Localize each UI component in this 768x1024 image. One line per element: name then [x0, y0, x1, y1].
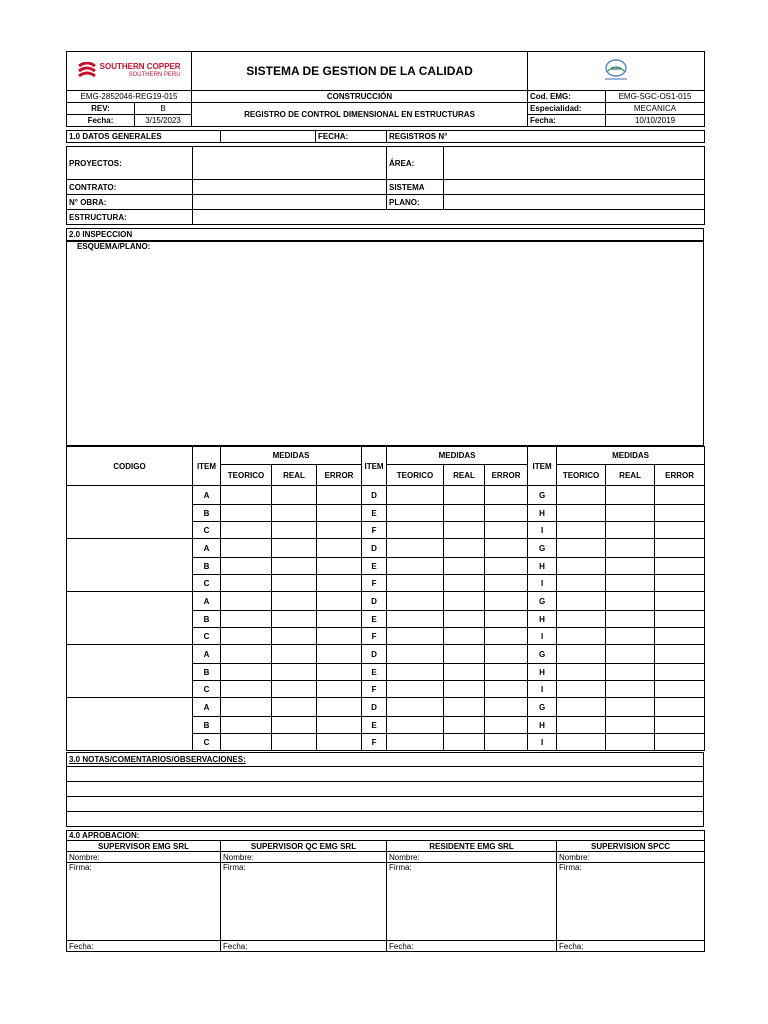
teorico-cell[interactable]	[221, 681, 272, 698]
real-cell[interactable]	[444, 558, 485, 575]
firma-field[interactable]: Firma:	[387, 863, 557, 941]
teorico-cell[interactable]	[221, 717, 272, 734]
item-cell: E	[362, 505, 387, 522]
real-cell[interactable]	[606, 505, 655, 522]
real-cell[interactable]	[606, 575, 655, 592]
error-cell[interactable]	[485, 645, 528, 664]
teorico-cell[interactable]	[221, 698, 272, 717]
doc-code: EMG-2852046-REG19-015	[67, 91, 192, 103]
real-cell[interactable]	[272, 611, 317, 628]
emg-logo	[528, 52, 705, 91]
fecha-sign-field[interactable]: Fecha:	[67, 941, 221, 952]
contrato-field[interactable]	[193, 180, 387, 195]
teorico-cell[interactable]	[221, 664, 272, 681]
item-cell: H	[528, 558, 557, 575]
item-cell: D	[362, 592, 387, 611]
teorico-cell[interactable]	[557, 734, 606, 751]
teorico-cell[interactable]	[387, 698, 444, 717]
real-cell[interactable]	[444, 664, 485, 681]
real-cell[interactable]	[606, 592, 655, 611]
teorico-cell[interactable]	[221, 522, 272, 539]
approval-section-title: 4.0 APROBACION:	[67, 831, 705, 841]
item-cell: C	[193, 628, 221, 645]
teorico-cell[interactable]	[557, 505, 606, 522]
error-cell[interactable]	[317, 698, 362, 717]
codigo-cell[interactable]	[67, 592, 193, 645]
real-cell[interactable]	[606, 558, 655, 575]
error-cell[interactable]	[485, 681, 528, 698]
error-cell[interactable]	[655, 486, 705, 505]
real-cell[interactable]	[272, 539, 317, 558]
error-cell[interactable]	[485, 717, 528, 734]
error-cell[interactable]	[485, 575, 528, 592]
item-cell: E	[362, 611, 387, 628]
real-cell[interactable]	[272, 486, 317, 505]
error-cell[interactable]	[317, 645, 362, 664]
real-cell[interactable]	[272, 681, 317, 698]
item-cell: G	[528, 486, 557, 505]
real-cell[interactable]	[272, 717, 317, 734]
real-cell[interactable]	[444, 505, 485, 522]
medidas-header-1: MEDIDAS	[221, 447, 362, 465]
error-cell[interactable]	[485, 522, 528, 539]
real-cell[interactable]	[444, 611, 485, 628]
form-header	[66, 51, 705, 127]
item-cell: B	[193, 664, 221, 681]
error-cell[interactable]	[485, 539, 528, 558]
teorico-cell[interactable]	[557, 611, 606, 628]
medidas-header-3: MEDIDAS	[557, 447, 705, 465]
item-cell: B	[193, 558, 221, 575]
item-cell: I	[528, 681, 557, 698]
item-cell: I	[528, 522, 557, 539]
item-cell: I	[528, 734, 557, 751]
real-cell[interactable]	[272, 664, 317, 681]
real-cell[interactable]	[444, 734, 485, 751]
item-cell: I	[528, 575, 557, 592]
real-cell[interactable]	[444, 645, 485, 664]
table-row	[67, 698, 705, 717]
item-cell: D	[362, 486, 387, 505]
teorico-cell[interactable]	[387, 681, 444, 698]
real-cell[interactable]	[606, 611, 655, 628]
firma-field[interactable]: Firma:	[67, 863, 221, 941]
item-cell: C	[193, 681, 221, 698]
error-cell[interactable]	[485, 628, 528, 645]
teorico-cell[interactable]	[387, 505, 444, 522]
teorico-cell[interactable]	[387, 558, 444, 575]
codigo-cell[interactable]	[67, 645, 193, 698]
real-cell[interactable]	[606, 539, 655, 558]
teorico-cell[interactable]	[221, 592, 272, 611]
real-cell[interactable]	[606, 628, 655, 645]
emg-logo-icon	[601, 58, 631, 82]
table-row	[67, 645, 705, 664]
fecha-sign-field[interactable]: Fecha:	[221, 941, 387, 952]
error-cell[interactable]	[655, 539, 705, 558]
error-cell[interactable]	[317, 558, 362, 575]
error-cell[interactable]	[485, 505, 528, 522]
error-cell[interactable]	[655, 645, 705, 664]
item-cell: C	[193, 575, 221, 592]
item-cell: H	[528, 611, 557, 628]
measurements-body	[67, 486, 705, 751]
teorico-cell[interactable]	[557, 558, 606, 575]
teorico-cell[interactable]	[221, 611, 272, 628]
fecha-field-label: FECHA:	[316, 131, 387, 143]
firma-field[interactable]: Firma:	[221, 863, 387, 941]
real-cell[interactable]	[606, 734, 655, 751]
real-cell[interactable]	[606, 522, 655, 539]
error-cell[interactable]	[655, 681, 705, 698]
item-cell: C	[193, 734, 221, 751]
area-label: CONSTRUCCIÓN	[192, 91, 528, 103]
item-cell: G	[528, 539, 557, 558]
error-header: ERROR	[655, 465, 705, 486]
sistema-label: SISTEMA	[387, 180, 444, 195]
item-header-2: ITEM	[362, 447, 387, 486]
general-data-section	[66, 130, 705, 143]
proyectos-label: PROYECTOS:	[67, 147, 193, 180]
nombre-field[interactable]: Nombre:	[557, 852, 705, 863]
real-cell[interactable]	[606, 486, 655, 505]
table-row	[67, 486, 705, 505]
real-header: REAL	[272, 465, 317, 486]
esquema-area[interactable]	[67, 241, 704, 446]
error-cell[interactable]	[485, 486, 528, 505]
teorico-cell[interactable]	[387, 645, 444, 664]
item-cell: G	[528, 698, 557, 717]
teorico-cell[interactable]	[387, 539, 444, 558]
item-cell: I	[528, 628, 557, 645]
real-cell[interactable]	[444, 628, 485, 645]
quality-form-sheet	[66, 51, 704, 952]
error-cell[interactable]	[655, 611, 705, 628]
teorico-cell[interactable]	[387, 628, 444, 645]
area-field[interactable]	[444, 147, 705, 180]
real-cell[interactable]	[272, 592, 317, 611]
nombre-field[interactable]: Nombre:	[67, 852, 221, 863]
real-cell[interactable]	[606, 717, 655, 734]
company-logo	[67, 52, 192, 91]
real-cell[interactable]	[272, 628, 317, 645]
error-header: ERROR	[317, 465, 362, 486]
item-cell: A	[193, 539, 221, 558]
error-cell[interactable]	[317, 522, 362, 539]
plano-field[interactable]	[444, 195, 705, 210]
error-cell[interactable]	[655, 558, 705, 575]
item-cell: E	[362, 558, 387, 575]
error-cell[interactable]	[655, 664, 705, 681]
item-cell: H	[528, 505, 557, 522]
real-cell[interactable]	[606, 698, 655, 717]
real-cell[interactable]	[444, 717, 485, 734]
medidas-header-2: MEDIDAS	[387, 447, 528, 465]
area-field-label: ÁREA:	[387, 147, 444, 180]
teorico-cell[interactable]	[557, 681, 606, 698]
form-title: SISTEMA DE GESTION DE LA CALIDAD	[192, 52, 528, 91]
role-supervisor-qc: SUPERVISOR QC EMG SRL	[221, 841, 387, 852]
error-cell[interactable]	[655, 698, 705, 717]
item-cell: E	[362, 717, 387, 734]
teorico-header: TEORICO	[557, 465, 606, 486]
spec-label: Especialidad:	[528, 103, 606, 115]
teorico-cell[interactable]	[557, 592, 606, 611]
real-cell[interactable]	[444, 698, 485, 717]
notes-section-title: 3.0 NOTAS/COMENTARIOS/OBSERVACIONES:	[67, 753, 704, 767]
notes-section	[66, 752, 704, 827]
error-cell[interactable]	[317, 611, 362, 628]
fecha-value: 10/10/2019	[606, 115, 705, 127]
real-cell[interactable]	[272, 522, 317, 539]
cod-value: EMG-SGC-OS1-015	[606, 91, 705, 103]
teorico-cell[interactable]	[221, 645, 272, 664]
inspection-section-title: 2.0 INSPECCION	[67, 229, 704, 241]
item-header-1: ITEM	[193, 447, 221, 486]
error-cell[interactable]	[317, 505, 362, 522]
obra-field[interactable]	[193, 195, 387, 210]
notes-line[interactable]	[67, 797, 704, 812]
teorico-cell[interactable]	[387, 522, 444, 539]
notes-line[interactable]	[67, 767, 704, 782]
item-cell: F	[362, 522, 387, 539]
codigo-header: CODIGO	[67, 447, 193, 486]
table-row	[67, 592, 705, 611]
form-subtitle: REGISTRO DE CONTROL DIMENSIONAL EN ESTRUCTURAS	[192, 103, 528, 127]
error-cell[interactable]	[317, 539, 362, 558]
codigo-cell[interactable]	[67, 539, 193, 592]
item-cell: C	[193, 522, 221, 539]
error-cell[interactable]	[655, 575, 705, 592]
item-cell: F	[362, 575, 387, 592]
item-cell: A	[193, 592, 221, 611]
item-cell: B	[193, 611, 221, 628]
fecha-sign-field[interactable]: Fecha:	[557, 941, 705, 952]
real-cell[interactable]	[272, 734, 317, 751]
error-cell[interactable]	[317, 664, 362, 681]
item-cell: F	[362, 734, 387, 751]
real-cell[interactable]	[272, 505, 317, 522]
teorico-cell[interactable]	[557, 628, 606, 645]
real-cell[interactable]	[444, 681, 485, 698]
teorico-cell[interactable]	[557, 717, 606, 734]
item-cell: F	[362, 628, 387, 645]
teorico-cell[interactable]	[557, 698, 606, 717]
sistema-field[interactable]	[444, 180, 705, 195]
teorico-cell[interactable]	[557, 575, 606, 592]
role-supervision-spcc: SUPERVISION SPCC	[557, 841, 705, 852]
real-cell[interactable]	[272, 575, 317, 592]
general-fields	[66, 146, 705, 225]
error-cell[interactable]	[317, 717, 362, 734]
real-cell[interactable]	[444, 486, 485, 505]
codigo-cell[interactable]	[67, 486, 193, 539]
error-cell[interactable]	[317, 628, 362, 645]
item-cell: B	[193, 717, 221, 734]
teorico-cell[interactable]	[387, 575, 444, 592]
emg-logo-text: EMG	[611, 66, 621, 71]
nombre-field[interactable]: Nombre:	[387, 852, 557, 863]
item-cell: B	[193, 505, 221, 522]
item-cell: D	[362, 698, 387, 717]
error-cell[interactable]	[317, 592, 362, 611]
firma-field[interactable]: Firma:	[557, 863, 705, 941]
teorico-cell[interactable]	[557, 522, 606, 539]
error-cell[interactable]	[317, 734, 362, 751]
teorico-cell[interactable]	[387, 717, 444, 734]
real-cell[interactable]	[444, 592, 485, 611]
fecha-label: Fecha:	[528, 115, 606, 127]
teorico-cell[interactable]	[221, 575, 272, 592]
real-cell[interactable]	[606, 645, 655, 664]
teorico-header: TEORICO	[221, 465, 272, 486]
date-value: 3/15/2023	[135, 115, 192, 127]
cod-label: Cod. EMG:	[528, 91, 606, 103]
item-cell: A	[193, 645, 221, 664]
teorico-cell[interactable]	[557, 645, 606, 664]
table-row	[67, 539, 705, 558]
item-cell: A	[193, 486, 221, 505]
item-cell: H	[528, 664, 557, 681]
item-cell: D	[362, 539, 387, 558]
codigo-cell[interactable]	[67, 698, 193, 751]
teorico-cell[interactable]	[557, 664, 606, 681]
item-cell: E	[362, 664, 387, 681]
esquema-label: ESQUEMA/PLANO:	[77, 241, 151, 251]
error-cell[interactable]	[655, 734, 705, 751]
item-cell: A	[193, 698, 221, 717]
error-cell[interactable]	[317, 575, 362, 592]
fecha-sign-field[interactable]: Fecha:	[387, 941, 557, 952]
teorico-cell[interactable]	[387, 486, 444, 505]
nombre-field[interactable]: Nombre:	[221, 852, 387, 863]
role-residente: RESIDENTE EMG SRL	[387, 841, 557, 852]
real-header: REAL	[606, 465, 655, 486]
teorico-cell[interactable]	[221, 539, 272, 558]
approval-section	[66, 830, 705, 952]
item-cell: H	[528, 717, 557, 734]
error-cell[interactable]	[485, 664, 528, 681]
notes-line[interactable]	[67, 812, 704, 827]
error-cell[interactable]	[317, 681, 362, 698]
error-cell[interactable]	[655, 717, 705, 734]
real-cell[interactable]	[606, 681, 655, 698]
error-cell[interactable]	[485, 698, 528, 717]
rev-label: REV:	[67, 103, 135, 115]
plano-label: PLANO:	[387, 195, 444, 210]
teorico-cell[interactable]	[221, 558, 272, 575]
southern-copper-logo-icon	[77, 62, 97, 80]
error-cell[interactable]	[655, 592, 705, 611]
spec-value: MECANICA	[606, 103, 705, 115]
rev-value: B	[135, 103, 192, 115]
teorico-cell[interactable]	[387, 664, 444, 681]
company-subname: SOUTHERN PERU	[128, 72, 181, 78]
teorico-cell[interactable]	[221, 734, 272, 751]
real-cell[interactable]	[606, 664, 655, 681]
teorico-cell[interactable]	[221, 628, 272, 645]
estructura-field[interactable]	[193, 210, 705, 225]
error-cell[interactable]	[485, 558, 528, 575]
item-cell: G	[528, 592, 557, 611]
obra-label: N° OBRA:	[67, 195, 193, 210]
teorico-cell[interactable]	[387, 611, 444, 628]
real-cell[interactable]	[444, 522, 485, 539]
teorico-cell[interactable]	[387, 734, 444, 751]
error-cell[interactable]	[655, 522, 705, 539]
real-cell[interactable]	[444, 575, 485, 592]
date-label: Fecha:	[67, 115, 135, 127]
real-cell[interactable]	[272, 645, 317, 664]
item-cell: D	[362, 645, 387, 664]
inspection-section	[66, 228, 704, 446]
item-header-3: ITEM	[528, 447, 557, 486]
real-cell[interactable]	[272, 698, 317, 717]
error-cell[interactable]	[317, 486, 362, 505]
error-cell[interactable]	[485, 611, 528, 628]
contrato-label: CONTRATO:	[67, 180, 193, 195]
real-cell[interactable]	[444, 539, 485, 558]
proyectos-field[interactable]	[193, 147, 387, 180]
teorico-cell[interactable]	[387, 592, 444, 611]
general-section-title: 1.0 DATOS GENERALES	[67, 131, 221, 143]
teorico-cell[interactable]	[557, 486, 606, 505]
error-cell[interactable]	[655, 505, 705, 522]
notes-line[interactable]	[67, 782, 704, 797]
teorico-cell[interactable]	[221, 486, 272, 505]
real-cell[interactable]	[272, 558, 317, 575]
teorico-cell[interactable]	[557, 539, 606, 558]
error-cell[interactable]	[655, 628, 705, 645]
estructura-label: ESTRUCTURA:	[67, 210, 193, 225]
error-cell[interactable]	[485, 734, 528, 751]
item-cell: F	[362, 681, 387, 698]
error-header: ERROR	[485, 465, 528, 486]
item-cell: G	[528, 645, 557, 664]
company-name: SOUTHERN COPPER	[99, 62, 181, 71]
measurements-table	[66, 446, 705, 751]
registros-field-label: REGISTROS N°	[387, 131, 705, 143]
teorico-header: TEORICO	[387, 465, 444, 486]
error-cell[interactable]	[485, 592, 528, 611]
real-header: REAL	[444, 465, 485, 486]
role-supervisor-emg: SUPERVISOR EMG SRL	[67, 841, 221, 852]
teorico-cell[interactable]	[221, 505, 272, 522]
